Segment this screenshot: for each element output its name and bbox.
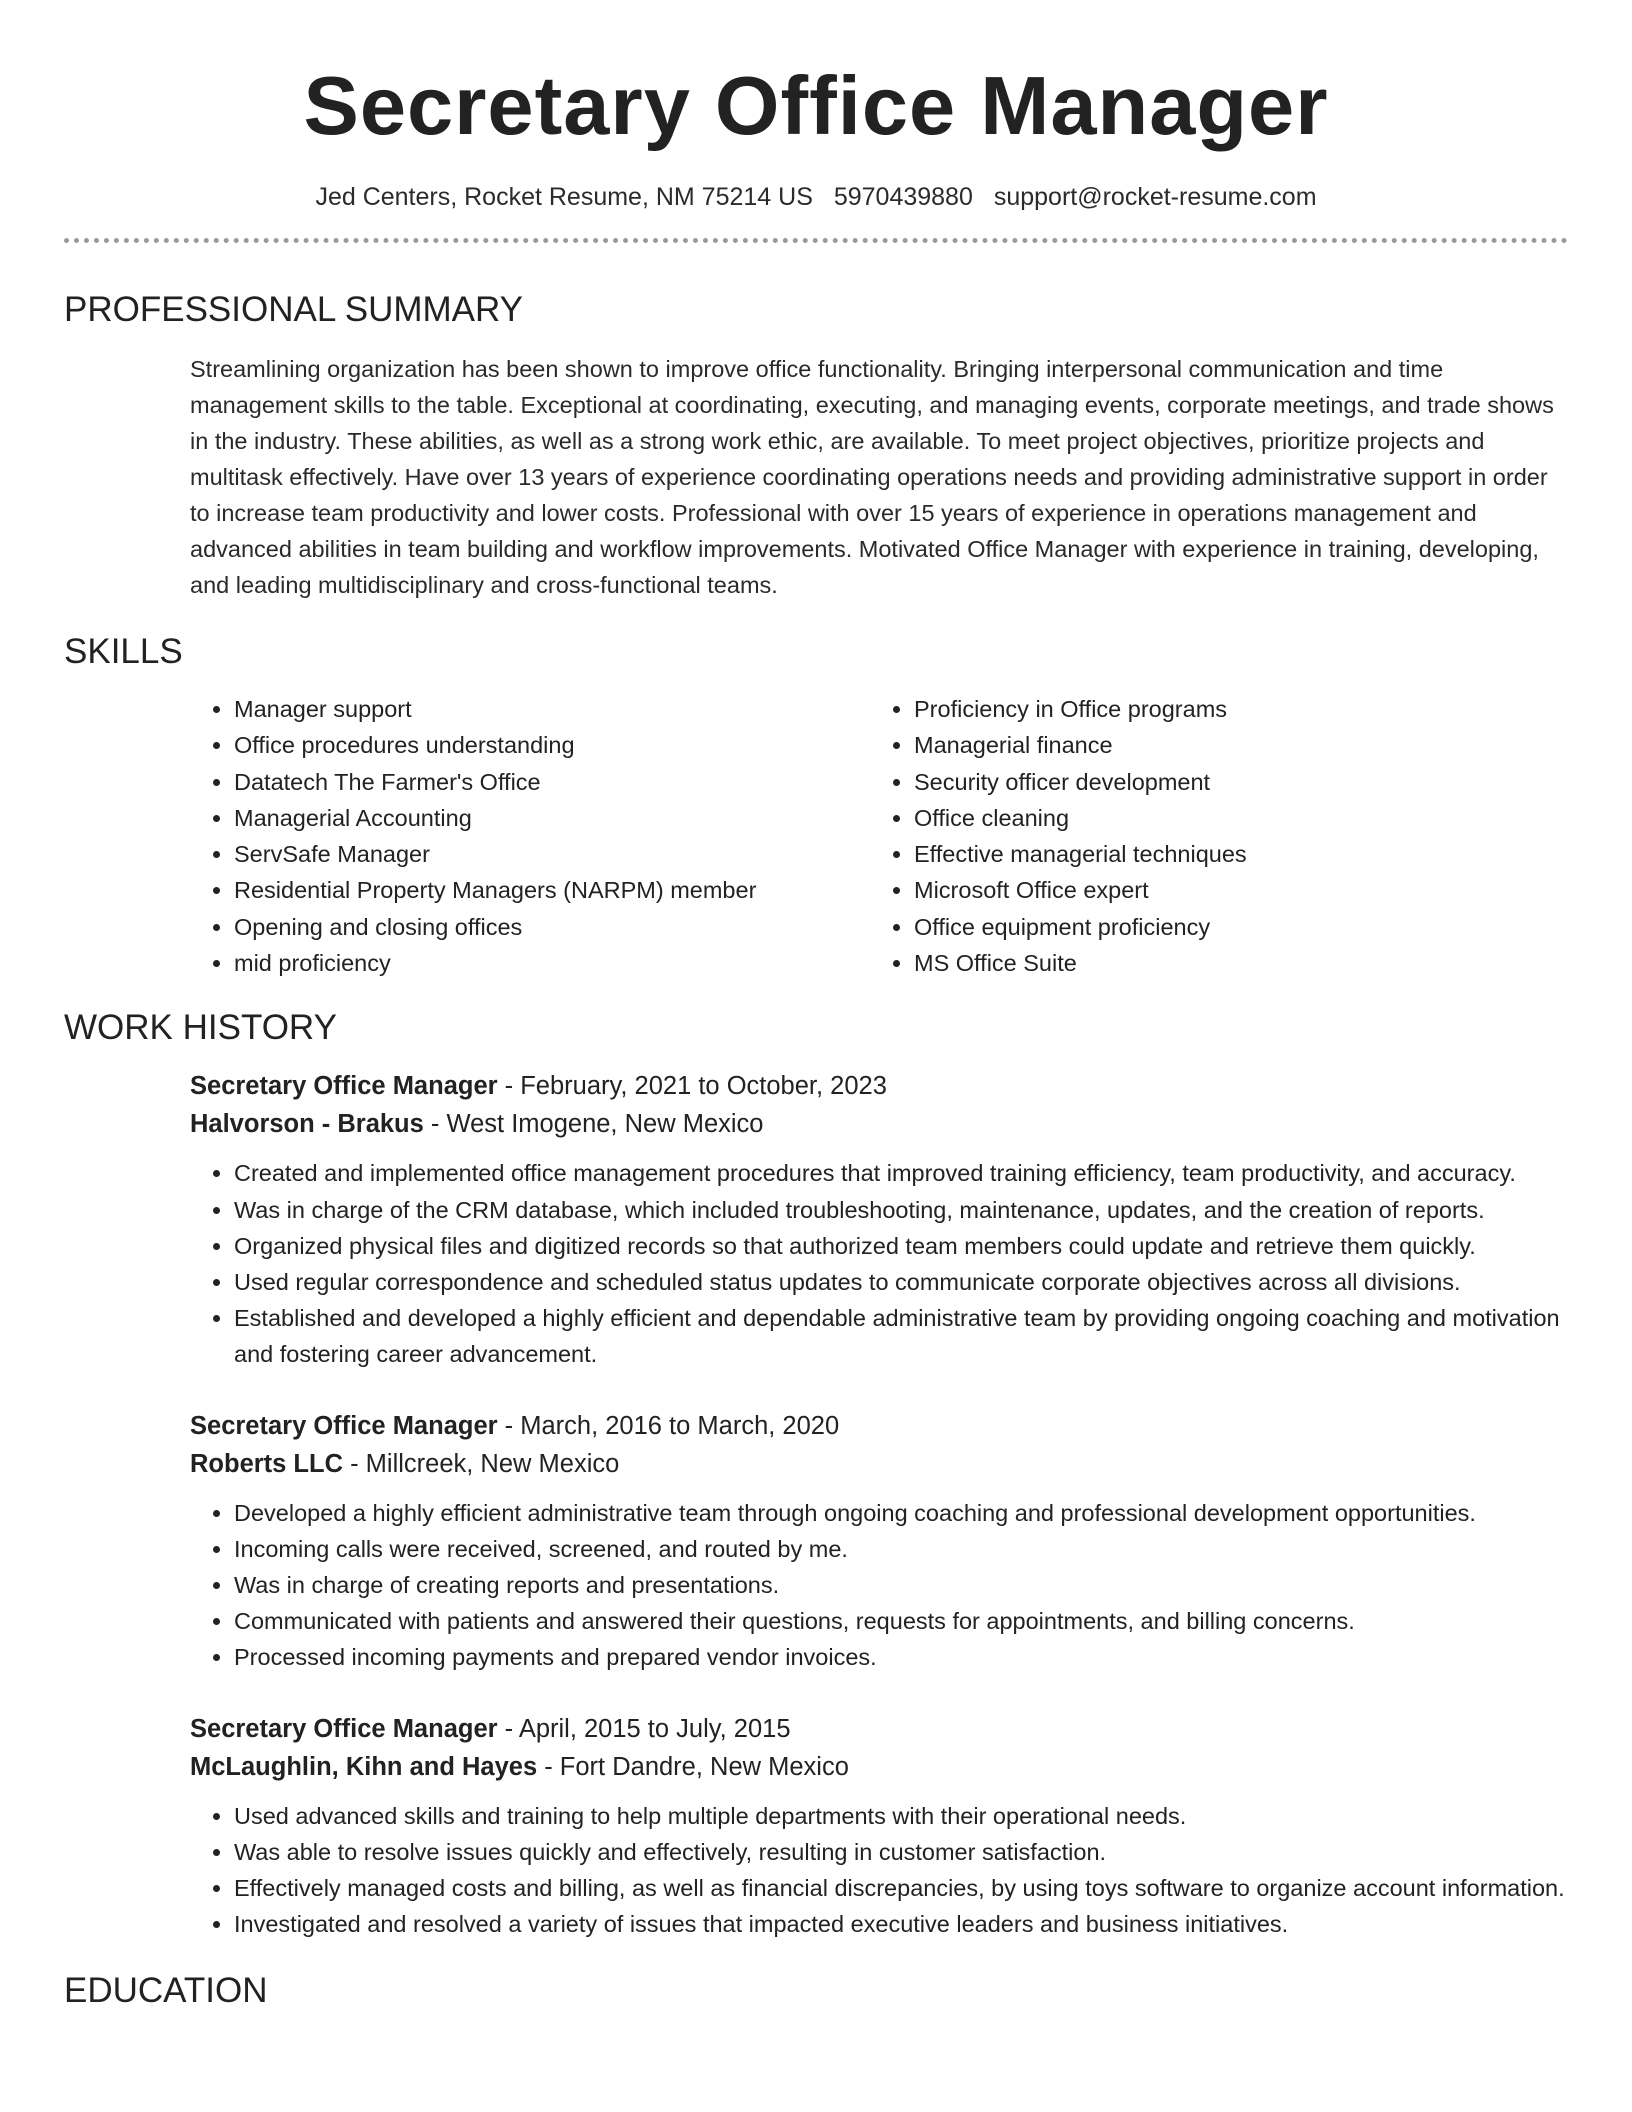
skill-item: • Microsoft Office expert (914, 872, 1247, 908)
contact-phone: 5970439880 (833, 183, 973, 211)
skill-item: • ServSafe Manager (234, 836, 870, 872)
job-bullet: • Established and developed a highly efficient and dependable administrative team by providing ongoing coaching and motivation and fostering career advancement. (234, 1300, 1568, 1372)
skill-item: • Opening and closing offices (234, 909, 870, 945)
skill-item: • MS Office Suite (914, 945, 1247, 981)
skill-item: • Manager support (234, 691, 870, 727)
job-company-line (190, 1748, 1568, 1786)
job-bullet: • Used advanced skills and training to help multiple departments with their operational needs. (234, 1798, 1568, 1834)
skill-item: • Datatech The Farmer's Office (234, 764, 870, 800)
job-title: Secretary Office Manager (190, 1072, 498, 1101)
job-company: Halvorson - Brakus (190, 1110, 424, 1139)
job-title-line (190, 1067, 1568, 1105)
skills-column-right (870, 691, 1247, 981)
section-title-work-history: WORK HISTORY (64, 1008, 337, 1048)
job-dates: - February, 2021 to October, 2023 (497, 1072, 887, 1101)
job-location: - West Imogene, New Mexico (423, 1110, 764, 1139)
skill-item: • Office procedures understanding (234, 727, 870, 763)
job-entry (190, 1407, 1568, 1676)
skills-column-left (190, 691, 870, 981)
job-bullets (190, 1798, 1568, 1943)
job-bullet: • Was in charge of creating reports and presentations. (234, 1567, 1568, 1603)
job-bullet: • Investigated and resolved a variety of issues that impacted executive leaders and business initiatives. (234, 1906, 1568, 1942)
contact-email: support@rocket-resume.com (993, 183, 1317, 211)
skill-item: • Proficiency in Office programs (914, 691, 1247, 727)
job-dates: - March, 2016 to March, 2020 (497, 1411, 840, 1440)
contact-address: Jed Centers, Rocket Resume, NM 75214 US (315, 183, 813, 211)
job-bullets (190, 1155, 1568, 1372)
header-divider (64, 238, 1568, 243)
job-bullet: • Created and implemented office management procedures that improved training efficiency, team productivity, and accuracy. (234, 1155, 1568, 1191)
skill-item: • Residential Property Managers (NARPM) member (234, 872, 870, 908)
job-bullet: • Developed a highly efficient administrative team through ongoing coaching and professional development opportunities. (234, 1495, 1568, 1531)
section-title-summary: PROFESSIONAL SUMMARY (64, 290, 523, 329)
resume-name: Secretary Office Manager (303, 59, 1329, 152)
job-location: - Millcreek, New Mexico (343, 1449, 620, 1478)
job-bullet: • Incoming calls were received, screened, and routed by me. (234, 1531, 1568, 1567)
job-bullet: • Effectively managed costs and billing, as well as financial discrepancies, by using toys software to organize account information. (234, 1870, 1568, 1906)
skill-item: • Managerial finance (914, 727, 1247, 763)
summary-text: Streamlining organization has been shown to improve office functionality. Bringing interpersonal communication and time management skills to the table. Exceptional at coordinating, executing, and managing events, corporate meetings, and trade shows in the industry. These abilities, as well as a strong work ethic, are available. To meet project objectives, prioritize projects and multitask effectively. Have over 13 years of experience coordinating operations needs and providing administrative support in order to increase team productivity and lower costs. Professional with over 15 years of experience in operations management and advanced abilities in team building and workflow improvements. Motivated Office Manager with experience in training, developing, and leading multidisciplinary and cross-functional teams. (190, 356, 1554, 598)
job-company-line (190, 1445, 1568, 1483)
skill-item: • Office cleaning (914, 800, 1247, 836)
job-dates: - April, 2015 to July, 2015 (497, 1714, 791, 1743)
section-title-education: EDUCATION (64, 1971, 268, 2011)
job-bullet: • Used regular correspondence and scheduled status updates to communicate corporate objectives across all divisions. (234, 1264, 1568, 1300)
resume-page (64, 0, 1568, 2112)
job-entry (190, 1067, 1568, 1372)
skill-item: • Effective managerial techniques (914, 836, 1247, 872)
job-bullet: • Organized physical files and digitized records so that authorized team members could update and retrieve them quickly. (234, 1228, 1568, 1264)
job-title-line (190, 1710, 1568, 1748)
job-title-line (190, 1407, 1568, 1445)
job-company-line (190, 1105, 1568, 1143)
skills-list (190, 691, 1568, 981)
job-bullet: • Was able to resolve issues quickly and effectively, resulting in customer satisfaction. (234, 1834, 1568, 1870)
job-company: Roberts LLC (190, 1449, 343, 1478)
contact-line (64, 182, 1568, 212)
job-company: McLaughlin, Kihn and Hayes (190, 1752, 538, 1781)
job-bullet: • Communicated with patients and answered their questions, requests for appointments, and billing concerns. (234, 1603, 1568, 1639)
skill-item: • Office equipment proficiency (914, 909, 1247, 945)
job-bullet: • Was in charge of the CRM database, which included troubleshooting, maintenance, updates, and the creation of reports. (234, 1192, 1568, 1228)
skill-item: • Security officer development (914, 764, 1247, 800)
job-bullets (190, 1495, 1568, 1676)
job-bullet: • Processed incoming payments and prepared vendor invoices. (234, 1639, 1568, 1675)
skill-item: • mid proficiency (234, 945, 870, 981)
job-location: - Fort Dandre, New Mexico (537, 1752, 849, 1781)
job-title: Secretary Office Manager (190, 1411, 498, 1440)
job-title: Secretary Office Manager (190, 1714, 498, 1743)
job-entry (190, 1710, 1568, 1943)
skill-item: • Managerial Accounting (234, 800, 870, 836)
section-title-skills: SKILLS (64, 632, 183, 671)
